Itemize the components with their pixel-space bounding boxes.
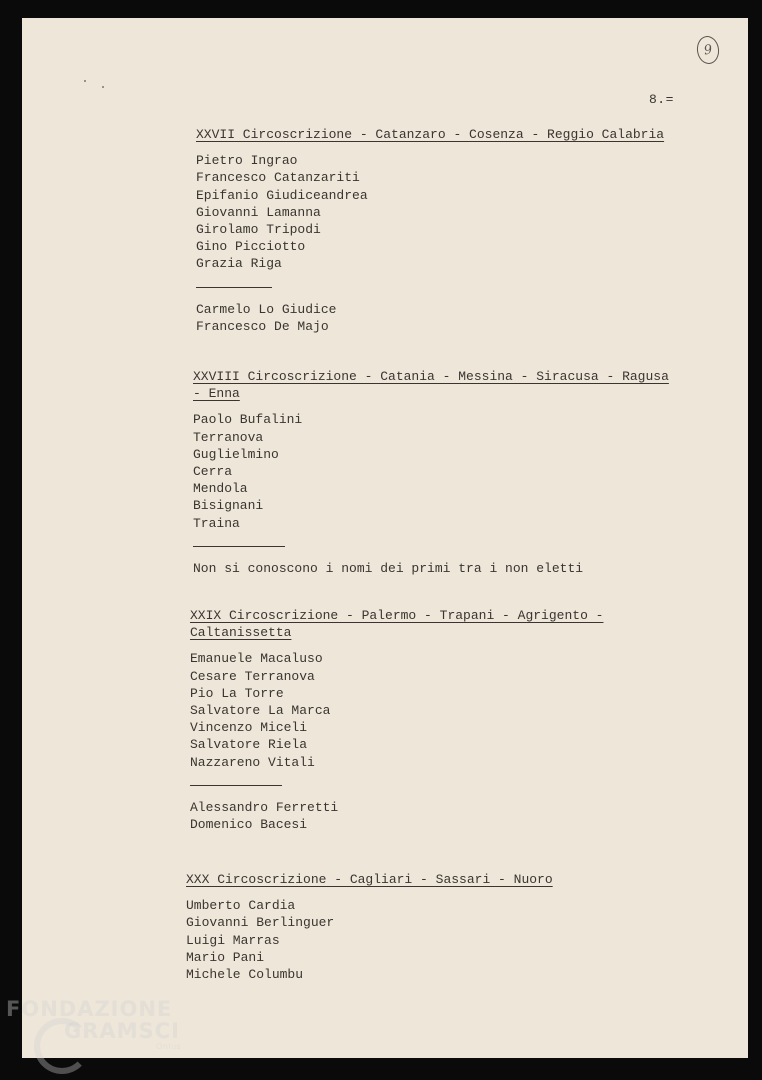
candidate-name: Traina: [193, 515, 240, 531]
candidate-name: Luigi Marras: [186, 932, 280, 948]
candidate-name: Girolamo Tripodi: [196, 222, 321, 238]
candidate-name: Mario Pani: [186, 949, 265, 965]
candidate-name: Paolo Bufalini: [193, 412, 303, 428]
candidate-name: Cerra: [193, 464, 233, 480]
candidate-name: Epifanio Giudiceandrea: [196, 187, 368, 203]
candidate-name: Bisignani: [193, 498, 264, 514]
no-names-note: Non si conoscono i nomi dei primi tra i non eletti: [193, 560, 584, 576]
candidate-name: Grazia Riga: [196, 256, 282, 272]
separator-rule: [196, 287, 272, 288]
candidate-name: Mendola: [193, 481, 248, 497]
section-heading: XXX Circoscrizione - Cagliari - Sassari - Nuoro: [186, 872, 553, 887]
candidate-name: Pio La Torre: [190, 685, 284, 701]
archive-page-mark: 9: [695, 35, 721, 66]
watermark-line1: FONDAZIONE: [6, 997, 173, 1021]
page-number: 8.=: [649, 92, 674, 107]
candidate-name: Guglielmino: [193, 446, 279, 462]
section-heading: XXIX Circoscrizione - Palermo - Trapani - Agrigento - Caltanissetta: [190, 608, 604, 641]
section-heading: XXVIII Circoscrizione - Catania - Messina - Siracusa - Ragusa - Enna: [193, 369, 669, 402]
paper-speck: [102, 86, 104, 88]
section-xxx: [186, 871, 706, 983]
candidate-name: Salvatore Riela: [190, 737, 308, 753]
candidate-name: Giovanni Berlinguer: [186, 915, 335, 931]
candidate-name: Vincenzo Miceli: [190, 720, 308, 736]
separator-rule: [193, 546, 285, 547]
section-xxvii: [196, 126, 716, 335]
paper-speck: [84, 80, 86, 82]
watermark-sub: Onlus: [156, 1042, 182, 1051]
candidate-name: Umberto Cardia: [186, 898, 296, 914]
not-elected-name: Carmelo Lo Giudice: [196, 301, 337, 317]
candidate-name: Michele Columbu: [186, 967, 304, 983]
not-elected-name: Alessandro Ferretti: [190, 799, 339, 815]
document-page: [22, 18, 748, 1058]
candidate-name: Cesare Terranova: [190, 668, 315, 684]
section-heading: XXVII Circoscrizione - Catanzaro - Cosenza - Reggio Calabria: [196, 127, 665, 142]
not-elected-name: Francesco De Majo: [196, 318, 329, 334]
section-xxviii: [193, 368, 673, 577]
candidate-name: Emanuele Macaluso: [190, 651, 323, 667]
candidate-name: Francesco Catanzariti: [196, 170, 360, 186]
section-xxix: [190, 607, 660, 833]
candidate-name: Nazzareno Vitali: [190, 754, 315, 770]
candidate-name: Pietro Ingrao: [196, 153, 298, 169]
separator-rule: [190, 785, 282, 786]
candidate-name: Terranova: [193, 429, 264, 445]
candidate-name: Gino Picciotto: [196, 239, 306, 255]
watermark-line2: GRAMSCI: [64, 1019, 180, 1043]
candidate-name: Salvatore La Marca: [190, 703, 331, 719]
candidate-name: Giovanni Lamanna: [196, 204, 321, 220]
not-elected-name: Domenico Bacesi: [190, 817, 308, 833]
